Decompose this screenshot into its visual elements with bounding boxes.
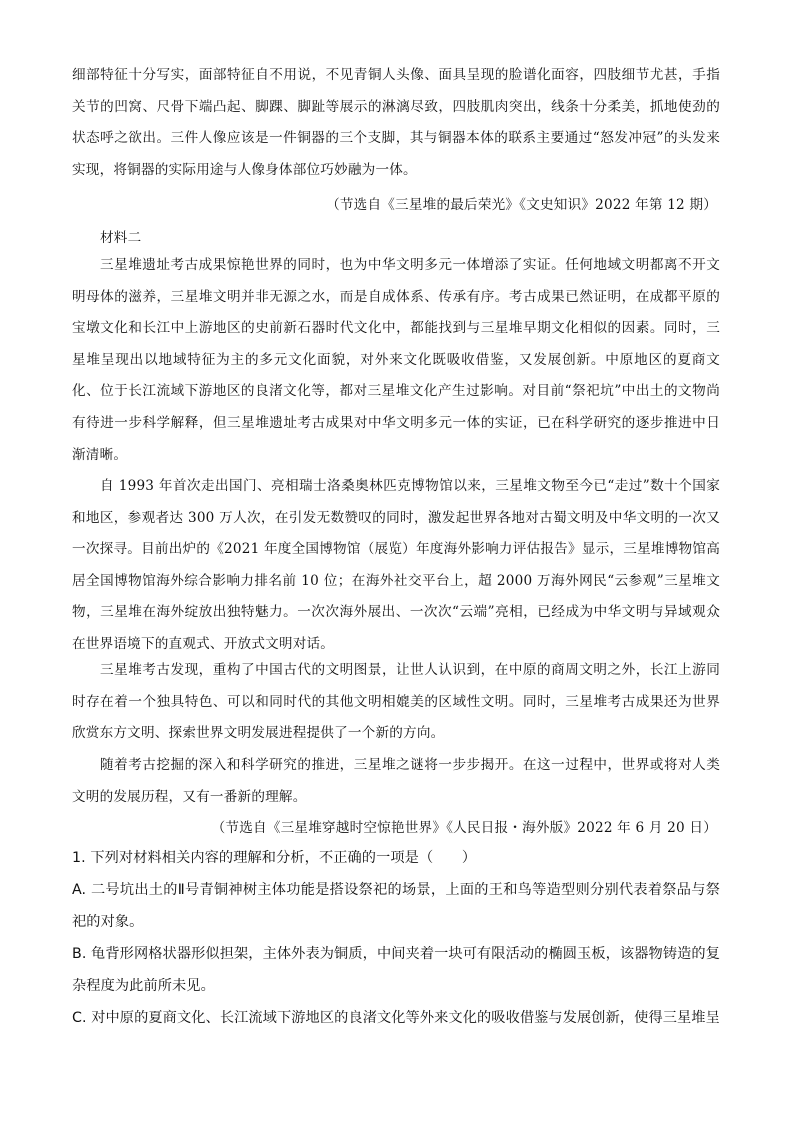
material2-paragraph-2: 自 1993 年首次走出国门、亮相瑞士洛桑奥林匹克博物馆以来，三星堆文物至今已“走过”数十个国家和地区，参观者达 300 万人次，在引发无数赞叹的同时，激发起世界各地对古蜀文明及中华文明的一次又一次探寻。目前出炉的《2021 年度全国博物馆（展览）年度海外影响力评估报告》显示，三星堆博物馆高居全国博物馆海外综合影响力排名前 10 位；在海外社交平台上，超 2000 万海外网民“云参观”三星堆文物，三星堆在海外绽放出独特魅力。一次次海外展出、一次次“云端”亮相，已经成为中华文明与异域观众在世界语境下的直观式、开放式文明对话。 [72, 478, 720, 652]
option-a: A. 二号坑出土的Ⅱ号青铜神树主体功能是搭设祭祀的场景，上面的王和鸟等造型则分别代表着祭品与祭祀的对象。 [72, 882, 720, 930]
material2-heading: 材料二 [100, 230, 142, 246]
question-stem: 1. 下列对材料相关内容的理解和分析，不正确的一项是（ ） [72, 850, 477, 866]
material2-paragraph-4: 随着考古挖掘的深入和科学研究的推进，三星堆之谜将一步步揭开。在这一过程中，世界或将对人类文明的发展历程，又有一番新的理解。 [72, 757, 720, 805]
source-citation-2: （节选自《三星堆穿越时空惊艳世界》《人民日报・海外版》2022 年 6 月 20 日） [211, 820, 717, 836]
option-b: B. 龟背形网格状器形似担架，主体外表为铜质，中间夹着一块可有限活动的椭圆玉板，该器物铸造的复杂程度为此前所未见。 [72, 946, 720, 994]
material1-tail-paragraph: 细部特征十分写实，面部特征自不用说，不见青铜人头像、面具呈现的脸谱化面容，四肢细节尤甚，手指关节的凹窝、尺骨下端凸起、脚踝、脚趾等展示的淋漓尽致，四肢肌肉突出，线条十分柔美，抓地使劲的状态呼之欲出。三件人像应该是一件铜器的三个支脚，其与铜器本体的联系主要通过“怒发冲冠”的头发来实现，将铜器的实际用途与人像身体部位巧妙融为一体。 [72, 67, 720, 178]
option-c: C. 对中原的夏商文化、长江流域下游地区的良渚文化等外来文化的吸收借鉴与发展创新，使得三星堆呈 [72, 1010, 720, 1026]
source-citation-1: （节选自《三星堆的最后荣光》《文史知识》2022 年第 12 期） [326, 197, 717, 213]
material2-paragraph-1: 三星堆遗址考古成果惊艳世界的同时，也为中华文明多元一体增添了实证。任何地域文明都离不开文明母体的滋养，三星堆文明并非无源之水，而是自成体系、传承有序。考古成果已然证明，在成都平原的宝墩文化和长江中上游地区的史前新石器时代文化中，都能找到与三星堆早期文化相似的因素。同时，三星堆呈现出以地域特征为主的多元文化面貌，对外来文化既吸收借鉴，又发展创新。中原地区的夏商文化、位于长江流域下游地区的良渚文化等，都对三星堆文化产生过影响。对目前“祭祀坑”中出土的文物尚有待进一步科学解释，但三星堆遗址考古成果对中华文明多元一体的实证，已在科学研究的逐步推进中日渐清晰。 [72, 257, 720, 463]
material2-paragraph-3: 三星堆考古发现，重构了中国古代的文明图景，让世人认识到，在中原的商周文明之外，长江上游同时存在着一个独具特色、可以和同时代的其他文明相媲美的区域性文明。同时，三星堆考古成果还为世界欣赏东方文明、探索世界文明发展进程提供了一个新的方向。 [72, 662, 720, 742]
